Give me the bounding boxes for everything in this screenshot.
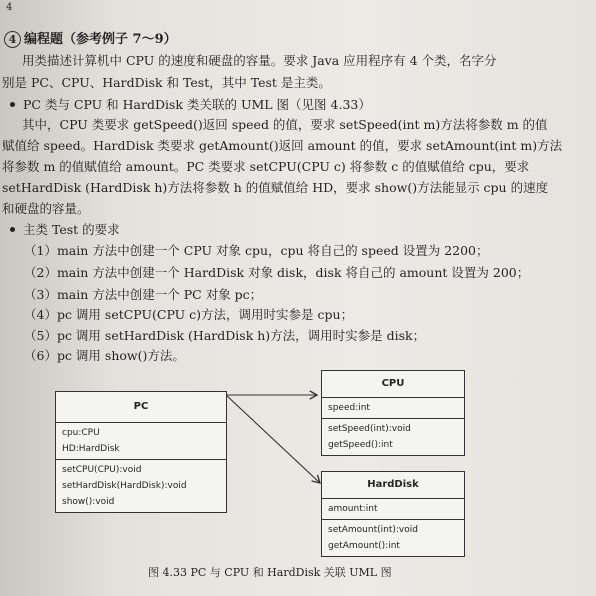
step-3: （3）main 方法中创建一个 PC 对象 pc；: [24, 287, 263, 302]
method: getSpeed():int: [328, 440, 393, 450]
step-1: （1）main 方法中创建一个 CPU 对象 cpu，cpu 将自己的 speed 设置为 2200；: [24, 243, 489, 258]
class-name: CPU: [322, 371, 464, 398]
class-name: PC: [56, 392, 226, 423]
para-line-2: 赋值给 speed。HardDisk 类要求 getAmount()返回 amount 的值，要求 setAmount(int m)方法: [2, 138, 563, 153]
method: setAmount(int):void: [328, 525, 418, 535]
para-line-3: 将参数 m 的值赋值给 amount。PC 类要求 setCPU(CPU c) 将参数 c 的值赋值给 cpu，要求: [2, 159, 530, 174]
intro-line-2: 别是 PC、CPU、HardDisk 和 Test，其中 Test 是主类。: [2, 75, 331, 90]
number-circle: 4: [4, 31, 21, 48]
corner-mark: 4: [6, 2, 13, 13]
method: show():void: [62, 497, 115, 507]
uml-class-cpu: [321, 370, 465, 456]
attribute: HD:HardDisk: [62, 444, 120, 454]
attribute: cpu:CPU: [62, 428, 100, 438]
attributes: [322, 398, 464, 419]
step-6: （6）pc 调用 show()方法。: [24, 348, 185, 363]
figure-caption: 图 4.33 PC 与 CPU 和 HardDisk 关联 UML 图: [148, 566, 392, 579]
class-name: HardDisk: [322, 472, 464, 499]
methods: [322, 520, 464, 556]
para-line-1: 其中，CPU 类要求 getSpeed()返回 speed 的值，要求 setSpeed(int m)方法将参数 m 的值: [22, 117, 548, 132]
para-line-5: 和硬盘的容量。: [2, 201, 90, 216]
uml-class-harddisk: [321, 471, 465, 557]
uml-class-pc: [55, 391, 227, 513]
intro-line-1: 用类描述计算机中 CPU 的速度和硬盘的容量。要求 Java 应用程序有 4 个类，名字分: [22, 53, 497, 68]
method: setSpeed(int):void: [328, 424, 411, 434]
bullet-uml-text: PC 类与 CPU 和 HardDisk 类关联的 UML 图（见图 4.33）: [23, 97, 371, 112]
methods: [322, 419, 464, 455]
attributes: [322, 499, 464, 520]
attributes: [56, 423, 226, 460]
heading-text: 编程题（参考例子 7～9）: [24, 32, 177, 47]
methods: [56, 460, 226, 512]
para-line-4: setHardDisk (HardDisk h)方法将参数 h 的值赋值给 HD，要求 show()方法能显示 cpu 的速度: [2, 180, 549, 195]
method: setCPU(CPU):void: [62, 465, 142, 475]
step-5: （5）pc 调用 setHardDisk (HardDisk h)方法，调用时实参是 disk；: [24, 328, 426, 343]
attribute: speed:int: [328, 403, 370, 413]
method: getAmount():int: [328, 541, 400, 551]
pc-to-harddisk-arrow: [226, 395, 320, 483]
bullet-test-text: 主类 Test 的要求: [23, 222, 120, 237]
step-4: （4）pc 调用 setCPU(CPU c)方法，调用时实参是 cpu；: [24, 307, 354, 322]
step-2: （2）main 方法中创建一个 HardDisk 对象 disk，disk 将自己的 amount 设置为 200；: [24, 265, 530, 280]
method: setHardDisk(HardDisk):void: [62, 481, 187, 491]
attribute: amount:int: [328, 504, 378, 514]
